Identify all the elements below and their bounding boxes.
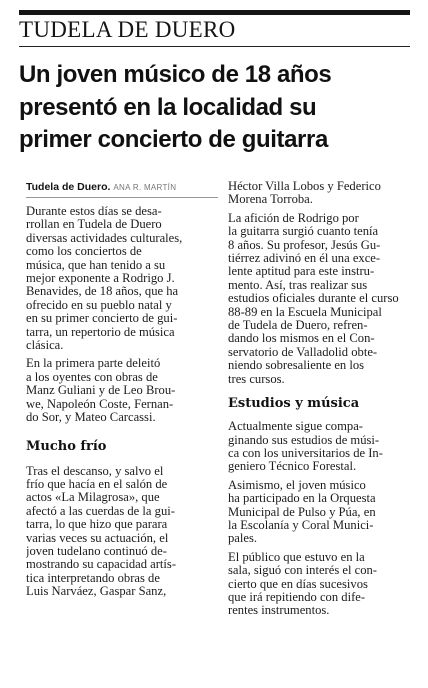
article-column-right [228, 180, 414, 623]
paragraph [26, 357, 218, 424]
paragraph [228, 180, 414, 207]
text-line: frío que hacía en el salón de [26, 477, 168, 491]
text-line: clásica. [26, 339, 64, 353]
text-line: dando los mismos en el Con- [228, 332, 375, 346]
text-line: Manz Guliani y de Leo Brou- [26, 384, 176, 398]
paragraph [228, 479, 414, 546]
headline-line: presentó en la localidad su [19, 93, 317, 121]
byline [26, 180, 218, 198]
text-line: Héctor Villa Lobos y Federico [228, 180, 381, 193]
section-divider [19, 46, 410, 47]
text-line: cierto que en días sucesivos [228, 577, 368, 591]
text-line: diversas actividades culturales, [26, 231, 183, 245]
text-line: afectó a las cuerdas de la gui- [26, 504, 175, 518]
subhead: Mucho frío [26, 438, 107, 454]
text-line: la Escolanía y Coral Munici- [228, 518, 374, 532]
text-line: we, Napoleón Coste, Fernan- [26, 397, 174, 411]
text-line: ca con los universitarios de In- [228, 446, 383, 460]
text-line: estudios oficiales durante el curso [228, 292, 399, 306]
text-line: tres cursos. [228, 372, 285, 386]
text-line: rrollan en Tudela de Duero [26, 218, 162, 232]
text-line: de Tudela de Duero, refren- [228, 319, 368, 333]
text-line: geniero Técnico Forestal. [228, 460, 357, 474]
text-line: Luis Narváez, Gaspar Sanz, [26, 585, 167, 599]
text-line: ha participado en la Orquesta [228, 492, 376, 506]
paragraph [228, 551, 414, 618]
text-line: Morena Torroba. [228, 193, 313, 207]
paragraph [26, 465, 218, 599]
text-line: En la primera parte deleitó [26, 357, 161, 371]
text-line: tarra, un repertorio de música [26, 325, 175, 339]
section-top-rule [19, 10, 410, 15]
text-line: tiérrez adivinó en él una exce- [228, 252, 381, 266]
section-title: TUDELA DE DUERO [19, 17, 236, 42]
text-line: Municipal de Pulso y Púa, en [228, 505, 376, 519]
text-line: varias veces su actuación, el [26, 531, 169, 545]
text-line: actos «La Milagrosa», que [26, 491, 160, 505]
text-line: joven tudelano continuó de- [26, 544, 167, 558]
text-line: sala, siguó con interés el con- [228, 564, 377, 578]
text-line: ginando sus estudios de músi- [228, 433, 380, 447]
paragraph [26, 205, 218, 352]
text-line: Actualmente sigue compa- [228, 420, 363, 434]
text-line: Benavides, de 18 años, que ha [26, 285, 179, 299]
text-line: pales. [228, 532, 258, 546]
text-line: 88-89 en la Escuela Municipal [228, 305, 382, 319]
article-column-left [26, 180, 218, 604]
text-line: a los oyentes con obras de [26, 370, 158, 384]
text-line: que irá repitiendo con dife- [228, 590, 366, 604]
text-line: ofrecido en su pueblo natal y [26, 298, 172, 312]
text-line: do Sor, y Mateo Carcassi. [26, 411, 156, 425]
text-line: en su primer concierto de gui- [26, 312, 178, 326]
text-line: rentes instrumentos. [228, 604, 330, 618]
text-line: como los conciertos de [26, 245, 142, 259]
headline [19, 59, 411, 157]
text-line: La afición de Rodrigo por [228, 211, 359, 225]
headline-line: Un joven músico de 18 años [19, 61, 332, 88]
byline-place: Tudela de Duero. [26, 181, 111, 193]
text-line: la guitarra surgió cuanto tenía [228, 225, 379, 239]
text-line: niendo sobresaliente en los [228, 359, 365, 373]
text-line: lente aptitud para este instru- [228, 265, 375, 279]
text-line: Durante estos días se desa- [26, 205, 162, 218]
subhead: Estudios y música [228, 396, 360, 412]
text-line: servatorio de Valladolid obte- [228, 345, 378, 359]
text-line: Tras el descanso, y salvo el [26, 464, 164, 478]
text-line: tica interpretando obras de [26, 571, 160, 585]
text-line: mostrando su capacidad artís- [26, 558, 177, 572]
text-line: mento. Así, tras realizar sus [228, 278, 368, 292]
headline-line: primer concierto de guitarra [19, 126, 328, 153]
paragraph [228, 420, 414, 474]
text-line: música, que han tenido a su [26, 258, 166, 272]
text-line: 8 años. Su profesor, Jesús Gu- [228, 238, 381, 252]
paragraph [228, 212, 414, 386]
text-line: Asimismo, el joven músico [228, 478, 366, 492]
text-line: tarra, lo que hizo que parara [26, 518, 168, 532]
byline-author: ANA R. MARTÍN [113, 183, 177, 192]
text-line: mejor exponente a Rodrigo J. [26, 272, 175, 286]
text-line: El público que estuvo en la [228, 550, 365, 564]
